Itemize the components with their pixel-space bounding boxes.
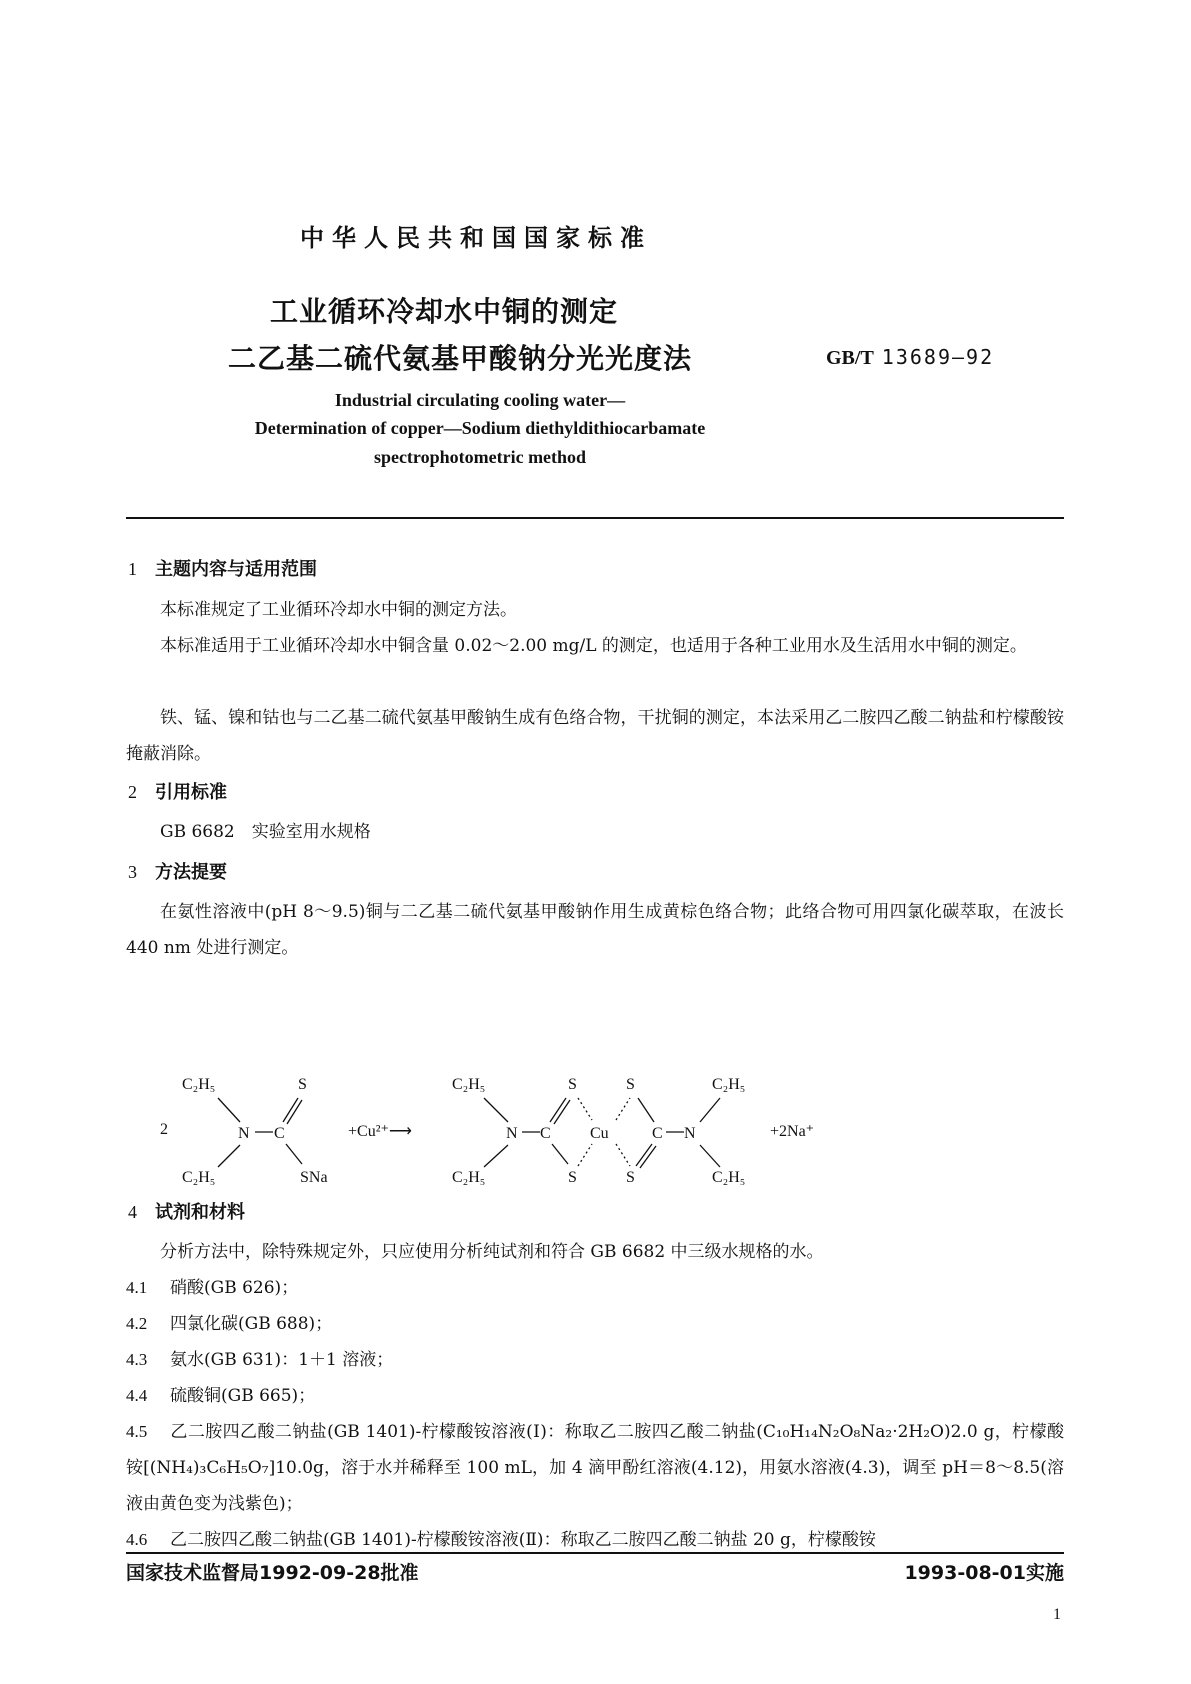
effective-date: 1993-08-01实施 (904, 1562, 1064, 1584)
item-number: 4.4 (126, 1386, 148, 1405)
bond (218, 1098, 240, 1122)
section-title: 方法提要 (155, 862, 227, 883)
section-1-para-1: 本标准规定了工业循环冷却水中铜的测定方法。 (160, 600, 517, 620)
carbon-atom: C (274, 1125, 285, 1142)
carbon-atom: C (540, 1125, 551, 1142)
section-2-heading (128, 778, 227, 804)
reagent-item (126, 1414, 1064, 1522)
sulfur-atom: S (626, 1076, 635, 1093)
section-title: 试剂和材料 (155, 1202, 245, 1223)
item-number: 4.6 (126, 1530, 148, 1549)
bond (218, 1145, 240, 1167)
bond (484, 1098, 508, 1122)
ethyl-group: C₂H₅ (452, 1076, 486, 1093)
sulfur-atom: S (298, 1076, 307, 1093)
item-text: 硝酸(GB 626)； (170, 1278, 299, 1298)
coordinate-bond (616, 1144, 630, 1166)
reagent-item (126, 1306, 1064, 1342)
title-cn-line-2: 二乙基二硫代氨基甲酸钠分光光度法 (228, 342, 693, 375)
section-number: 2 (128, 782, 137, 802)
standard-number (826, 345, 994, 370)
ethyl-group: C₂H₅ (452, 1169, 486, 1186)
title-en-line-3: spectrophotometric method (373, 447, 587, 467)
copper-ion-arrow: +Cu²⁺⟶ (348, 1123, 412, 1140)
section-1-para-3: 铁、锰、镍和钴也与二乙基二硫代氨基甲酸钠生成有色络合物，干扰铜的测定，本法采用乙二胺四乙酸二钠盐和柠檬酸铵掩蔽消除。 (126, 708, 1064, 764)
item-text: 四氯化碳(GB 688)； (170, 1314, 333, 1334)
nitrogen-atom: N (238, 1125, 250, 1142)
item-text: 氨水(GB 631)：1＋1 溶液； (170, 1350, 394, 1370)
section-3-heading (128, 858, 227, 884)
section-4-intro: 分析方法中，除特殊规定外，只应使用分析纯试剂和符合 GB 6682 中三级水规格的水。 (160, 1242, 824, 1262)
page-number: 1 (1053, 1606, 1061, 1623)
footer-divider (126, 1552, 1064, 1554)
sulfur-atom: S (626, 1169, 635, 1186)
title-en-line-2: Determination of copper—Sodium diethyldithiocarbamate (254, 418, 706, 438)
header-divider (126, 517, 1064, 519)
sulfur-atom: S (568, 1169, 577, 1186)
reagent-item (126, 1342, 1064, 1378)
gb-number: 13689—92 (881, 345, 995, 369)
ethyl-group: C₂H₅ (182, 1076, 216, 1093)
nitrogen-atom: N (506, 1125, 518, 1142)
item-number: 4.2 (126, 1314, 148, 1333)
gb-prefix: GB/T (826, 347, 874, 369)
bond (700, 1098, 720, 1122)
approval-date: 国家技术监督局1992-09-28批准 (126, 1562, 419, 1584)
item-number: 4.5 (126, 1422, 148, 1441)
coordinate-bond (578, 1098, 592, 1120)
item-number: 4.3 (126, 1350, 148, 1369)
reagent-item (126, 1378, 1064, 1414)
bond (484, 1145, 508, 1167)
section-1-para-2: 本标准适用于工业循环冷却水中铜含量 0.02～2.00 mg/L 的测定，也适用于各种工业用水及生活用水中铜的测定。 (160, 636, 1027, 656)
section-number: 3 (128, 862, 137, 882)
bond (552, 1144, 568, 1164)
section-title: 引用标准 (155, 782, 227, 803)
standard-name: 中华人民共和国国家标准 (300, 224, 652, 252)
title-cn-line-1: 工业循环冷却水中铜的测定 (270, 295, 619, 328)
item-text: 乙二胺四乙酸二钠盐(GB 1401)-柠檬酸铵溶液(Ⅰ)：称取乙二胺四乙酸二钠盐(C₁₀H₁₄N₂O₈Na₂·2H₂O)2.0 g，柠檬酸铵[(NH₄)₃C₆H₅O₇]10.0g，溶于水并稀释至 100 mL，加 4 滴甲酚红溶液(4.12)，用氨水溶液(4.3)，调至 pH＝8～8.5(溶液由黄色变为浅紫色)； (126, 1422, 1064, 1514)
nitrogen-atom: N (684, 1125, 696, 1142)
section-number: 1 (128, 559, 137, 579)
section-1-heading (128, 555, 317, 581)
item-text: 乙二胺四乙酸二钠盐(GB 1401)-柠檬酸铵溶液(Ⅱ)：称取乙二胺四乙酸二钠盐 20 g，柠檬酸铵 (170, 1530, 876, 1550)
sodium-ion-product: +2Na⁺ (770, 1123, 815, 1140)
item-number: 4.1 (126, 1278, 148, 1297)
reagent-item (126, 1270, 1064, 1306)
ethyl-group: C₂H₅ (712, 1076, 746, 1093)
section-4-heading (128, 1198, 245, 1224)
copper-atom: Cu (590, 1125, 609, 1142)
bond (700, 1145, 720, 1167)
bond (286, 1144, 302, 1164)
section-3-para-1: 在氨性溶液中(pH 8～9.5)铜与二乙基二硫代氨基甲酸钠作用生成黄棕色络合物；此络合物可用四氯化碳萃取，在波长 440 nm 处进行测定。 (126, 902, 1064, 958)
sodium-thiolate: SNa (300, 1169, 328, 1186)
carbon-atom: C (652, 1125, 663, 1142)
reaction-equation (160, 1070, 900, 1190)
item-text: 硫酸铜(GB 665)； (170, 1386, 316, 1406)
section-number: 4 (128, 1202, 137, 1222)
title-en-line-1: Industrial circulating cooling water— (334, 390, 626, 410)
sulfur-atom: S (568, 1076, 577, 1093)
coordinate-bond (616, 1098, 630, 1120)
ethyl-group: C₂H₅ (182, 1169, 216, 1186)
ethyl-group: C₂H₅ (712, 1169, 746, 1186)
bond (638, 1098, 654, 1122)
section-title: 主题内容与适用范围 (155, 559, 317, 580)
referenced-standard: GB 6682 实验室用水规格 (160, 822, 371, 842)
coordinate-bond (578, 1144, 592, 1166)
equation-coefficient: 2 (160, 1121, 168, 1138)
